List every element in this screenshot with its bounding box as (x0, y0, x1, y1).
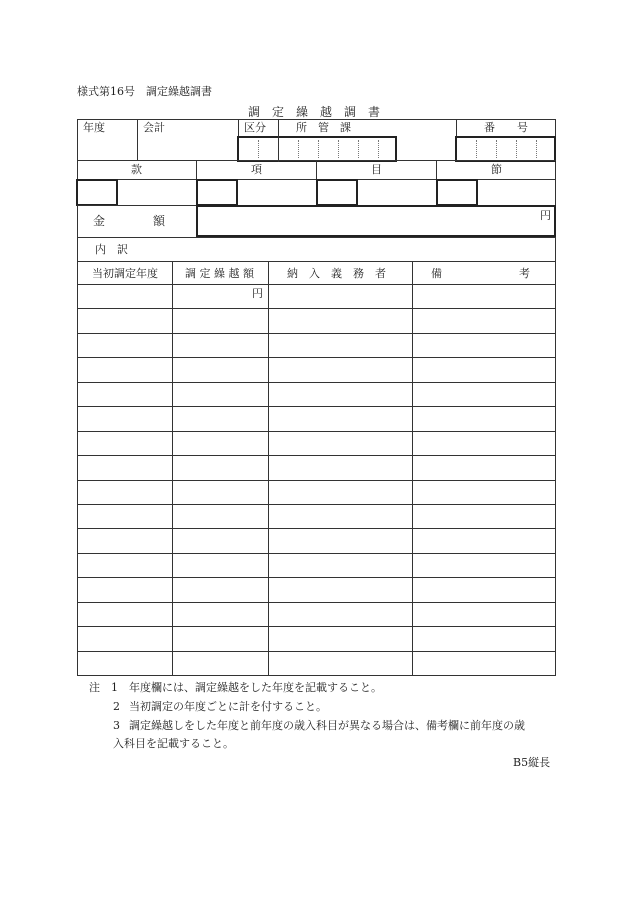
kubun-shokan-input-box[interactable] (237, 136, 397, 162)
note-2-num: 2 (113, 700, 120, 713)
table-row-line (77, 431, 556, 432)
table-row-line (77, 406, 556, 407)
table-row-line (77, 308, 556, 309)
table-row-line (77, 577, 556, 578)
amount-label: 金 額 (93, 214, 166, 228)
moku-label: 目 (371, 163, 382, 176)
breakdown-amount-unit: 円 (252, 287, 263, 300)
table-row-line (77, 480, 556, 481)
kan-label: 款 (131, 163, 142, 176)
kou-code-box[interactable] (196, 179, 238, 206)
table-row-line (77, 675, 556, 676)
col-remarks: 備 考 (431, 267, 530, 280)
nendo-label: 年度 (83, 121, 105, 134)
table-row-line (77, 626, 556, 627)
kaikei-label: 会計 (143, 121, 165, 134)
table-row-line (77, 602, 556, 603)
note-1-text: 年度欄には、調定繰越をした年度を記載すること。 (129, 681, 382, 694)
setsu-code-box[interactable] (436, 179, 478, 206)
amount-input-box[interactable] (196, 205, 556, 237)
table-row-line (77, 333, 556, 334)
kubun-label: 区分 (244, 121, 266, 134)
table-row-line (77, 528, 556, 529)
note-3-num: 3 (113, 719, 120, 732)
note-2-text: 当初調定の年度ごとに計を付すること。 (129, 700, 327, 713)
page-title: 調 定 繰 越 調 書 (248, 105, 381, 119)
col-payer: 納 入 義 務 者 (287, 267, 386, 280)
table-row-line (77, 651, 556, 652)
amount-unit: 円 (540, 209, 551, 222)
table-row-line (77, 382, 556, 383)
table-row-line (77, 504, 556, 505)
bango-label: 番 号 (484, 121, 528, 134)
note-1-num: 注 1 (89, 681, 118, 694)
col-carryover-amount: 調 定 繰 越 額 (185, 267, 254, 280)
paper-size: B5縦長 (513, 756, 551, 769)
shokan-ka-label: 所 管 課 (296, 121, 351, 134)
note-3-text: 調定繰越しをした年度と前年度の歳入科目が異なる場合は、備考欄に前年度の歳 (129, 719, 525, 732)
moku-code-box[interactable] (316, 179, 358, 206)
table-row-line (77, 455, 556, 456)
kou-label: 項 (251, 163, 262, 176)
form-number: 様式第16号 調定繰越調書 (77, 85, 212, 98)
col-initial-year: 当初調定年度 (92, 267, 158, 280)
setsu-label: 節 (491, 163, 502, 176)
bango-input-box[interactable] (455, 136, 556, 162)
table-row-line (77, 553, 556, 554)
kan-code-box[interactable] (76, 179, 118, 206)
table-row-line (77, 357, 556, 358)
note-3-cont: 入科目を記載すること。 (113, 737, 234, 750)
breakdown-label: 内 訳 (95, 243, 128, 256)
